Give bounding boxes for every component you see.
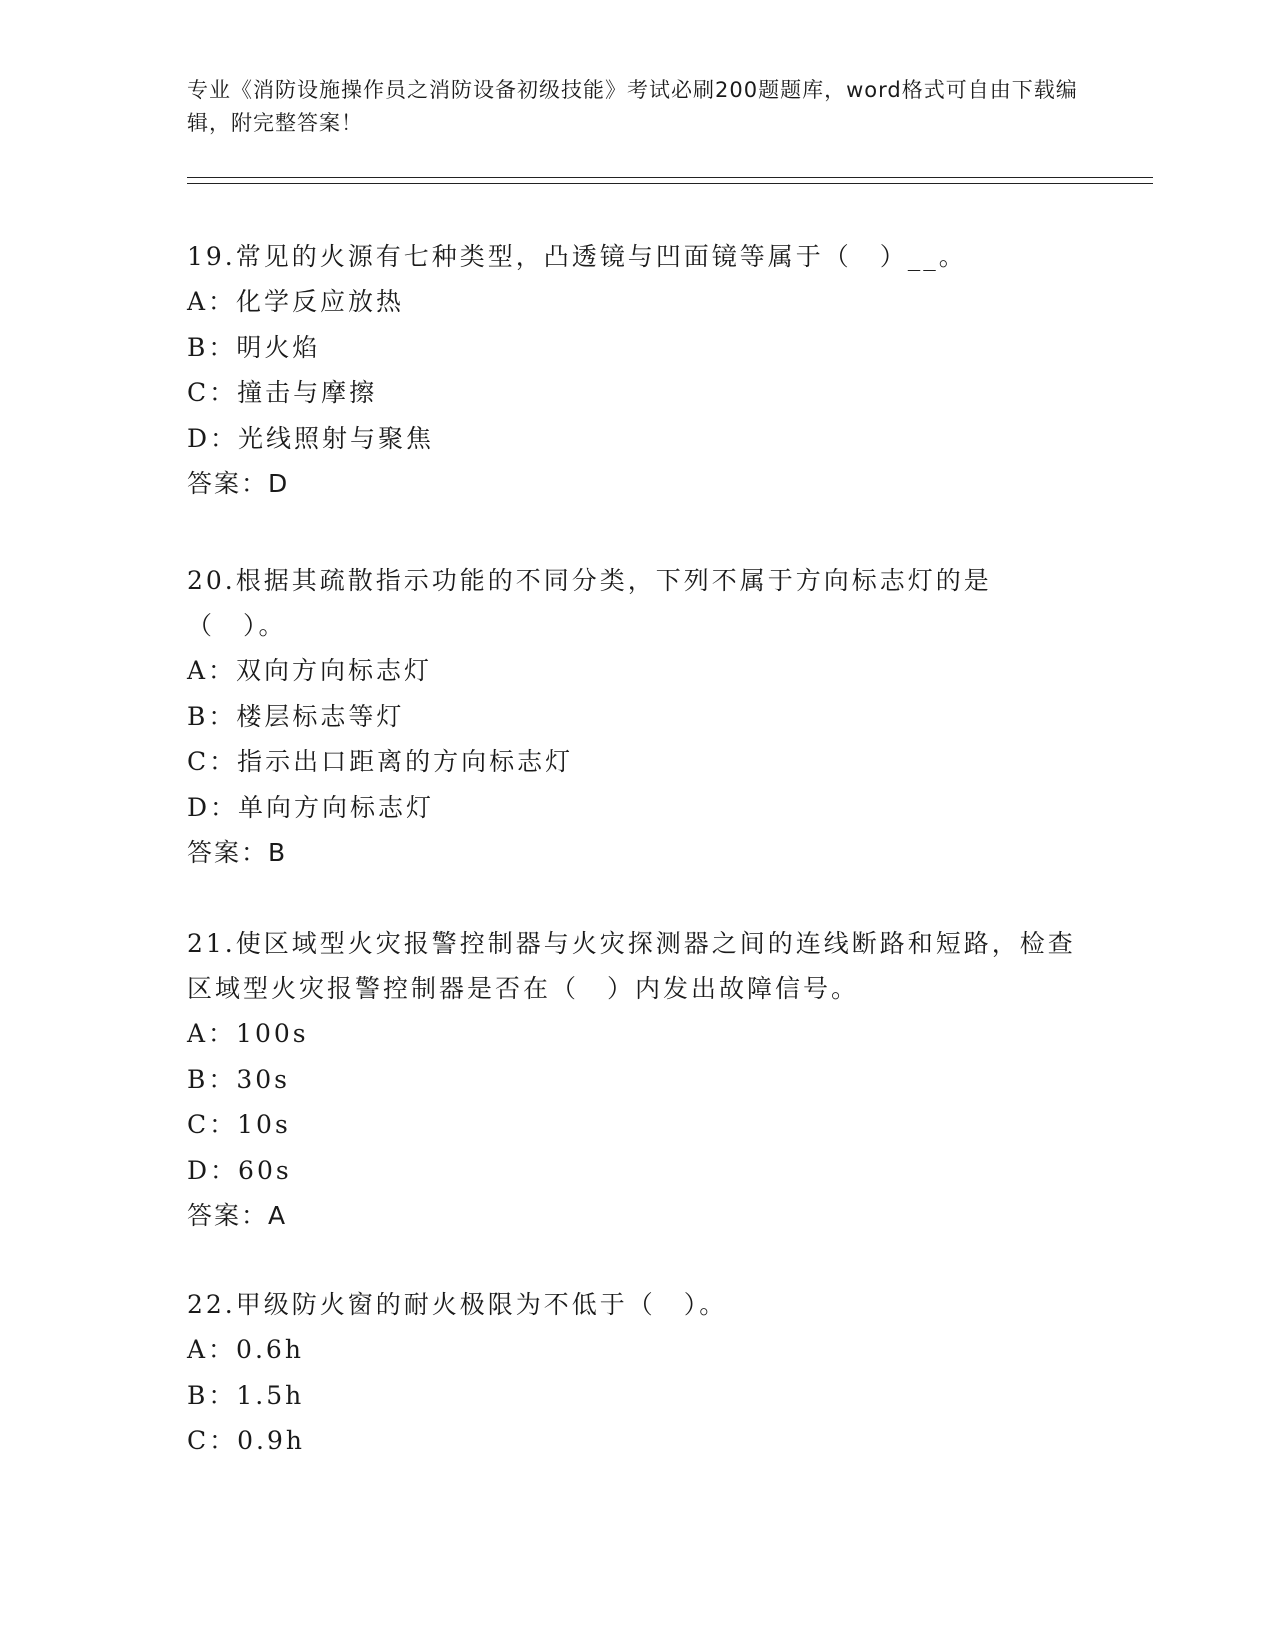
question-stem: 21.使区域型火灾报警控制器与火灾探测器之间的连线断路和短路，检查区域型火灾报警控制器是否在（ ）内发出故障信号。: [187, 929, 1076, 1003]
option-a: A：100s: [187, 1019, 309, 1048]
answer-line: 答案：B: [187, 838, 288, 867]
question-19: [187, 234, 1087, 506]
option-b: B：30s: [187, 1064, 291, 1094]
question-20: [187, 558, 1087, 875]
option-d: D：光线照射与聚焦: [187, 423, 435, 453]
question-stem: 20.根据其疏散指示功能的不同分类，下列不属于方向标志灯的是（ ）。: [187, 566, 992, 640]
question-21: [187, 921, 1087, 1238]
answer-line: 答案：D: [187, 469, 290, 498]
option-c: C：撞击与摩擦: [187, 378, 378, 407]
answer-line: 答案：A: [187, 1201, 288, 1230]
option-a: A：0.6h: [187, 1335, 304, 1364]
option-a: A：双向方向标志灯: [187, 656, 433, 685]
header-divider-top: [187, 177, 1153, 178]
question-stem: 19.常见的火源有七种类型，凸透镜与凹面镜等属于（ ）__。: [187, 242, 967, 271]
option-d: D：60s: [187, 1155, 292, 1185]
document-header: 专业《消防设施操作员之消防设备初级技能》考试必刷200题题库，word格式可自由下载编辑，附完整答案！: [187, 78, 1078, 135]
option-a: A：化学反应放热: [187, 287, 405, 316]
option-d: D：单向方向标志灯: [187, 792, 435, 822]
option-c: C：0.9h: [187, 1426, 305, 1455]
option-c: C：指示出口距离的方向标志灯: [187, 747, 574, 776]
option-c: C：10s: [187, 1110, 291, 1139]
option-b: B：明火焰: [187, 332, 321, 362]
question-stem: 22.甲级防火窗的耐火极限为不低于（ ）。: [187, 1290, 728, 1319]
header-divider-bottom: [187, 183, 1153, 184]
option-b: B：1.5h: [187, 1380, 305, 1410]
question-22: [187, 1282, 1087, 1464]
option-b: B：楼层标志等灯: [187, 701, 405, 731]
